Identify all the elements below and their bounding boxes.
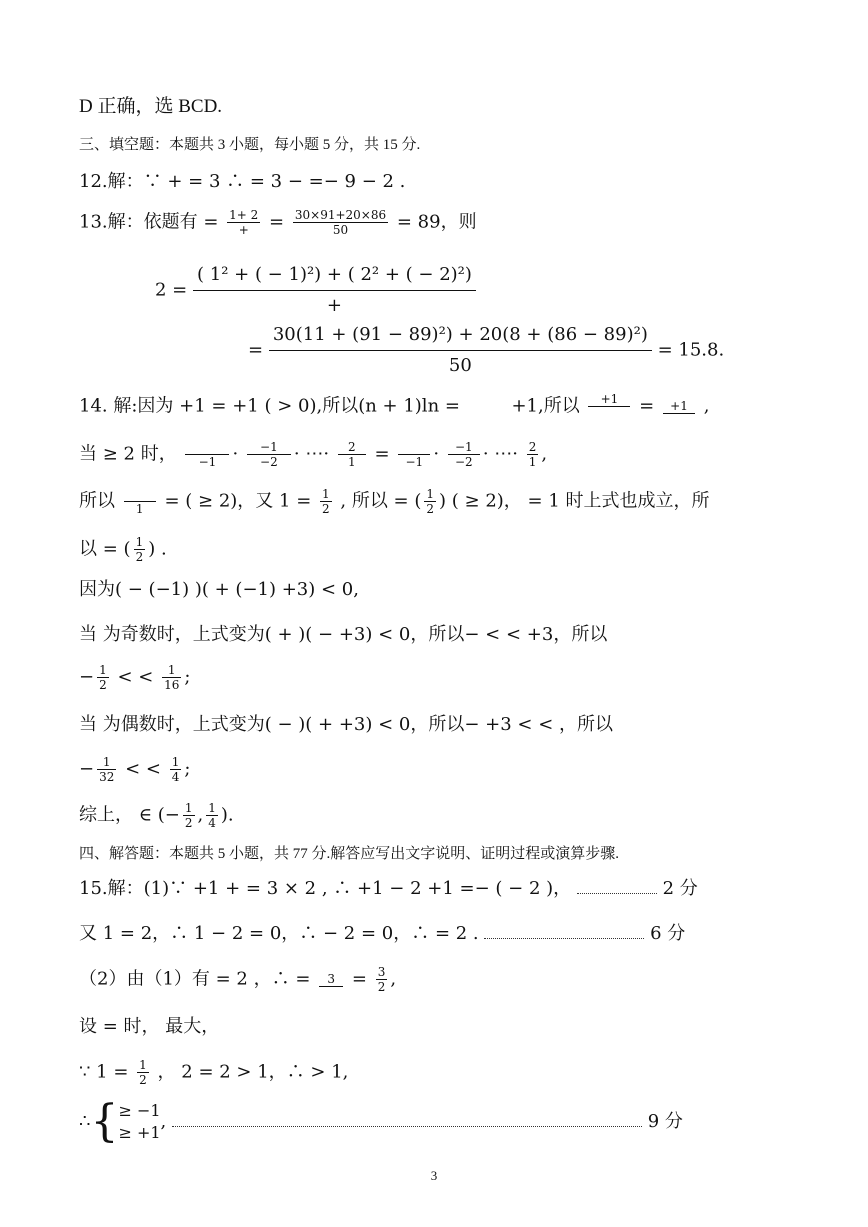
fraction: $\frac{-1}{-2}$ — [247, 440, 291, 469]
problem-14-line-8: 当 为偶数时，上式变为( − )( + +3) < 0，所以− +3 < < ，所以 — [79, 714, 614, 735]
fraction: $\frac{1}{4}$ — [171, 755, 180, 784]
problem-14-line-1 — [79, 392, 796, 421]
fraction: $\frac{1+ 2}{+}$ — [229, 208, 259, 237]
page-number: 3 — [430, 1168, 438, 1183]
problem-12: 12.解：∵ + = 3 ∴ = 3 − =− 9 − 2 . — [79, 171, 406, 192]
text: = — [374, 443, 390, 465]
text: = — [269, 211, 285, 233]
left-brace: { — [90, 1096, 119, 1147]
fraction: $\frac{1}{2}$ — [135, 535, 144, 564]
fraction: $\frac{3}{2}$ — [377, 965, 386, 994]
text: ; — [184, 666, 191, 688]
problem-14-line-6: 当 为奇数时，上式变为( + )( − +3) < 0，所以− < < +3，所以 — [79, 624, 608, 645]
text: 2 = — [155, 279, 188, 301]
text: , 所以 = — [340, 490, 409, 512]
score-label: 2 分 — [662, 878, 698, 899]
text: , — [197, 804, 204, 826]
line-1: D 正确，选 BCD. — [79, 96, 223, 117]
text: = — [639, 395, 655, 417]
text: ). — [220, 804, 234, 826]
inequality-system: ≥ −1 ≥ +1 — [118, 1101, 161, 1142]
fraction: 3 — [319, 972, 343, 987]
text: 综上， ∈ (− — [79, 804, 180, 826]
fraction: $\frac{1}{2}$ — [322, 487, 330, 516]
text: （2）由（1）有 = 2 ，∴ = — [79, 968, 311, 990]
score-label: 6 分 — [650, 923, 686, 944]
fraction: $\frac{2}{1}$ — [528, 440, 537, 469]
text: +1,所以 — [511, 395, 580, 417]
problem-15-line-4: 设 = 时， 最大， — [79, 1016, 220, 1037]
problem-14-summary — [79, 801, 796, 830]
fraction: $\frac{1}{16}$ — [164, 663, 180, 692]
fraction: $\frac{\text{( 1² + ( − 1)²) + ( 2² + ( − 2)²)}}{+}$ — [193, 262, 476, 319]
fraction: 1 — [124, 487, 156, 516]
text: ∵ 1 = — [79, 1061, 129, 1083]
text: ， 2 = 2 > 1，∴ > 1, — [157, 1061, 349, 1083]
text: − — [79, 758, 95, 780]
problem-14-line-9 — [79, 755, 796, 784]
text: = — [351, 968, 367, 990]
problem-14-line-3: 所以 1 = ( ≥ 2)，又 1 = $\frac{1}{2}$ , 所以 = ( $\frac{1}{2}$ ) ( ≥ 2)， = 1 时上式也成立，所 — [79, 487, 710, 516]
problem-15-line-6 — [79, 1096, 796, 1160]
score-label: 9 分 — [647, 1111, 683, 1132]
text: ; — [184, 758, 191, 780]
problem-14-line-2: 当 ≥ 2 时， −1 · $\frac{-1}{-2}$ · ⋯· $\frac{2}{1}$ = −1 · $\frac{-1}{-2}$ · ⋯· $\frac{2}{1}$ , — [79, 440, 548, 469]
text: = 89，则 — [396, 211, 477, 233]
fraction: $\frac{1}{32}$ — [99, 755, 115, 784]
section-heading-answers: 四、解答题：本题共 5 小题，共 77 分.解答应写出文字说明、证明过程或演算步骤. — [79, 846, 620, 862]
fraction: −1 — [185, 440, 229, 469]
fraction: $\frac{1}{2}$ — [99, 663, 107, 692]
fraction: $\frac{30\times 91+20\times 86}{50}$ — [294, 208, 387, 237]
problem-15-line-1 — [79, 876, 796, 902]
leader-dots — [484, 938, 644, 939]
text: 所以 — [79, 490, 115, 512]
text: ⋯ — [305, 443, 324, 465]
text: , — [160, 1111, 167, 1132]
fraction: $\frac{-1}{-2}$ — [448, 440, 480, 469]
text: , — [541, 443, 548, 465]
problem-13-variance — [155, 262, 796, 319]
problem-14-line-7 — [79, 663, 796, 692]
text: 15.解：(1)∵ +1 + = 3 × 2 , ∴ +1 − 2 +1 =− ( − 2 )， — [79, 878, 572, 899]
fraction: +1 — [588, 392, 630, 421]
text: 13.解：依题有 = — [79, 211, 219, 233]
text: ⋯ — [494, 443, 513, 465]
text: = ( ≥ 2)，又 1 = — [164, 490, 312, 512]
fraction: $\frac{2}{1}$ — [338, 440, 366, 469]
text: 当 ≥ 2 时， — [79, 443, 177, 465]
text: ∴ — [79, 1111, 91, 1132]
text: ( ≥ 2)， = 1 时上式也成立，所 — [451, 490, 710, 512]
problem-14-line-5: 因为( − (−1) )( + (−1) +3) < 0, — [79, 579, 359, 600]
text: = — [248, 339, 264, 361]
problem-13-line-1 — [79, 208, 796, 237]
leader-dots — [577, 893, 657, 894]
section-heading-fill-in: 三、填空题：本题共 3 小题，每小题 5 分，共 15 分. — [79, 137, 421, 153]
text: 又 1 = 2，∴ 1 − 2 = 0，∴ − 2 = 0，∴ = 2 . — [79, 923, 479, 944]
text: , — [703, 395, 710, 417]
fraction: $\frac{1}{2}$ — [426, 487, 435, 516]
fraction: $\frac{\text{30(11 + (91 − 89)²) + 20(8 + (86 − 89)²)}}{50}$ — [269, 322, 652, 379]
fraction: +1 — [663, 399, 695, 414]
problem-15-line-2 — [79, 921, 796, 947]
text: . — [160, 538, 167, 560]
fraction: $\frac{1}{2}$ — [139, 1058, 147, 1087]
fraction: −1 — [398, 440, 430, 469]
problem-15-line-5 — [79, 1058, 796, 1087]
text: = 15.8. — [657, 339, 725, 361]
problem-15-line-3 — [79, 965, 796, 994]
problem-14-line-4: 以 = ( $\frac{1}{2}$ ) . — [79, 535, 167, 564]
problem-13-result — [248, 322, 796, 379]
fraction: $\frac{1}{2}$ — [184, 801, 193, 830]
fraction: $\frac{1}{4}$ — [208, 801, 216, 830]
text: 以 = — [79, 538, 118, 560]
text: 14. 解:因为 +1 = +1 ( > 0),所以(n + 1)ln = — [79, 395, 460, 417]
text: , — [390, 968, 397, 990]
text: < < — [125, 758, 161, 780]
text: < < — [117, 666, 154, 688]
text: − — [79, 666, 95, 688]
leader-dots — [172, 1126, 642, 1127]
